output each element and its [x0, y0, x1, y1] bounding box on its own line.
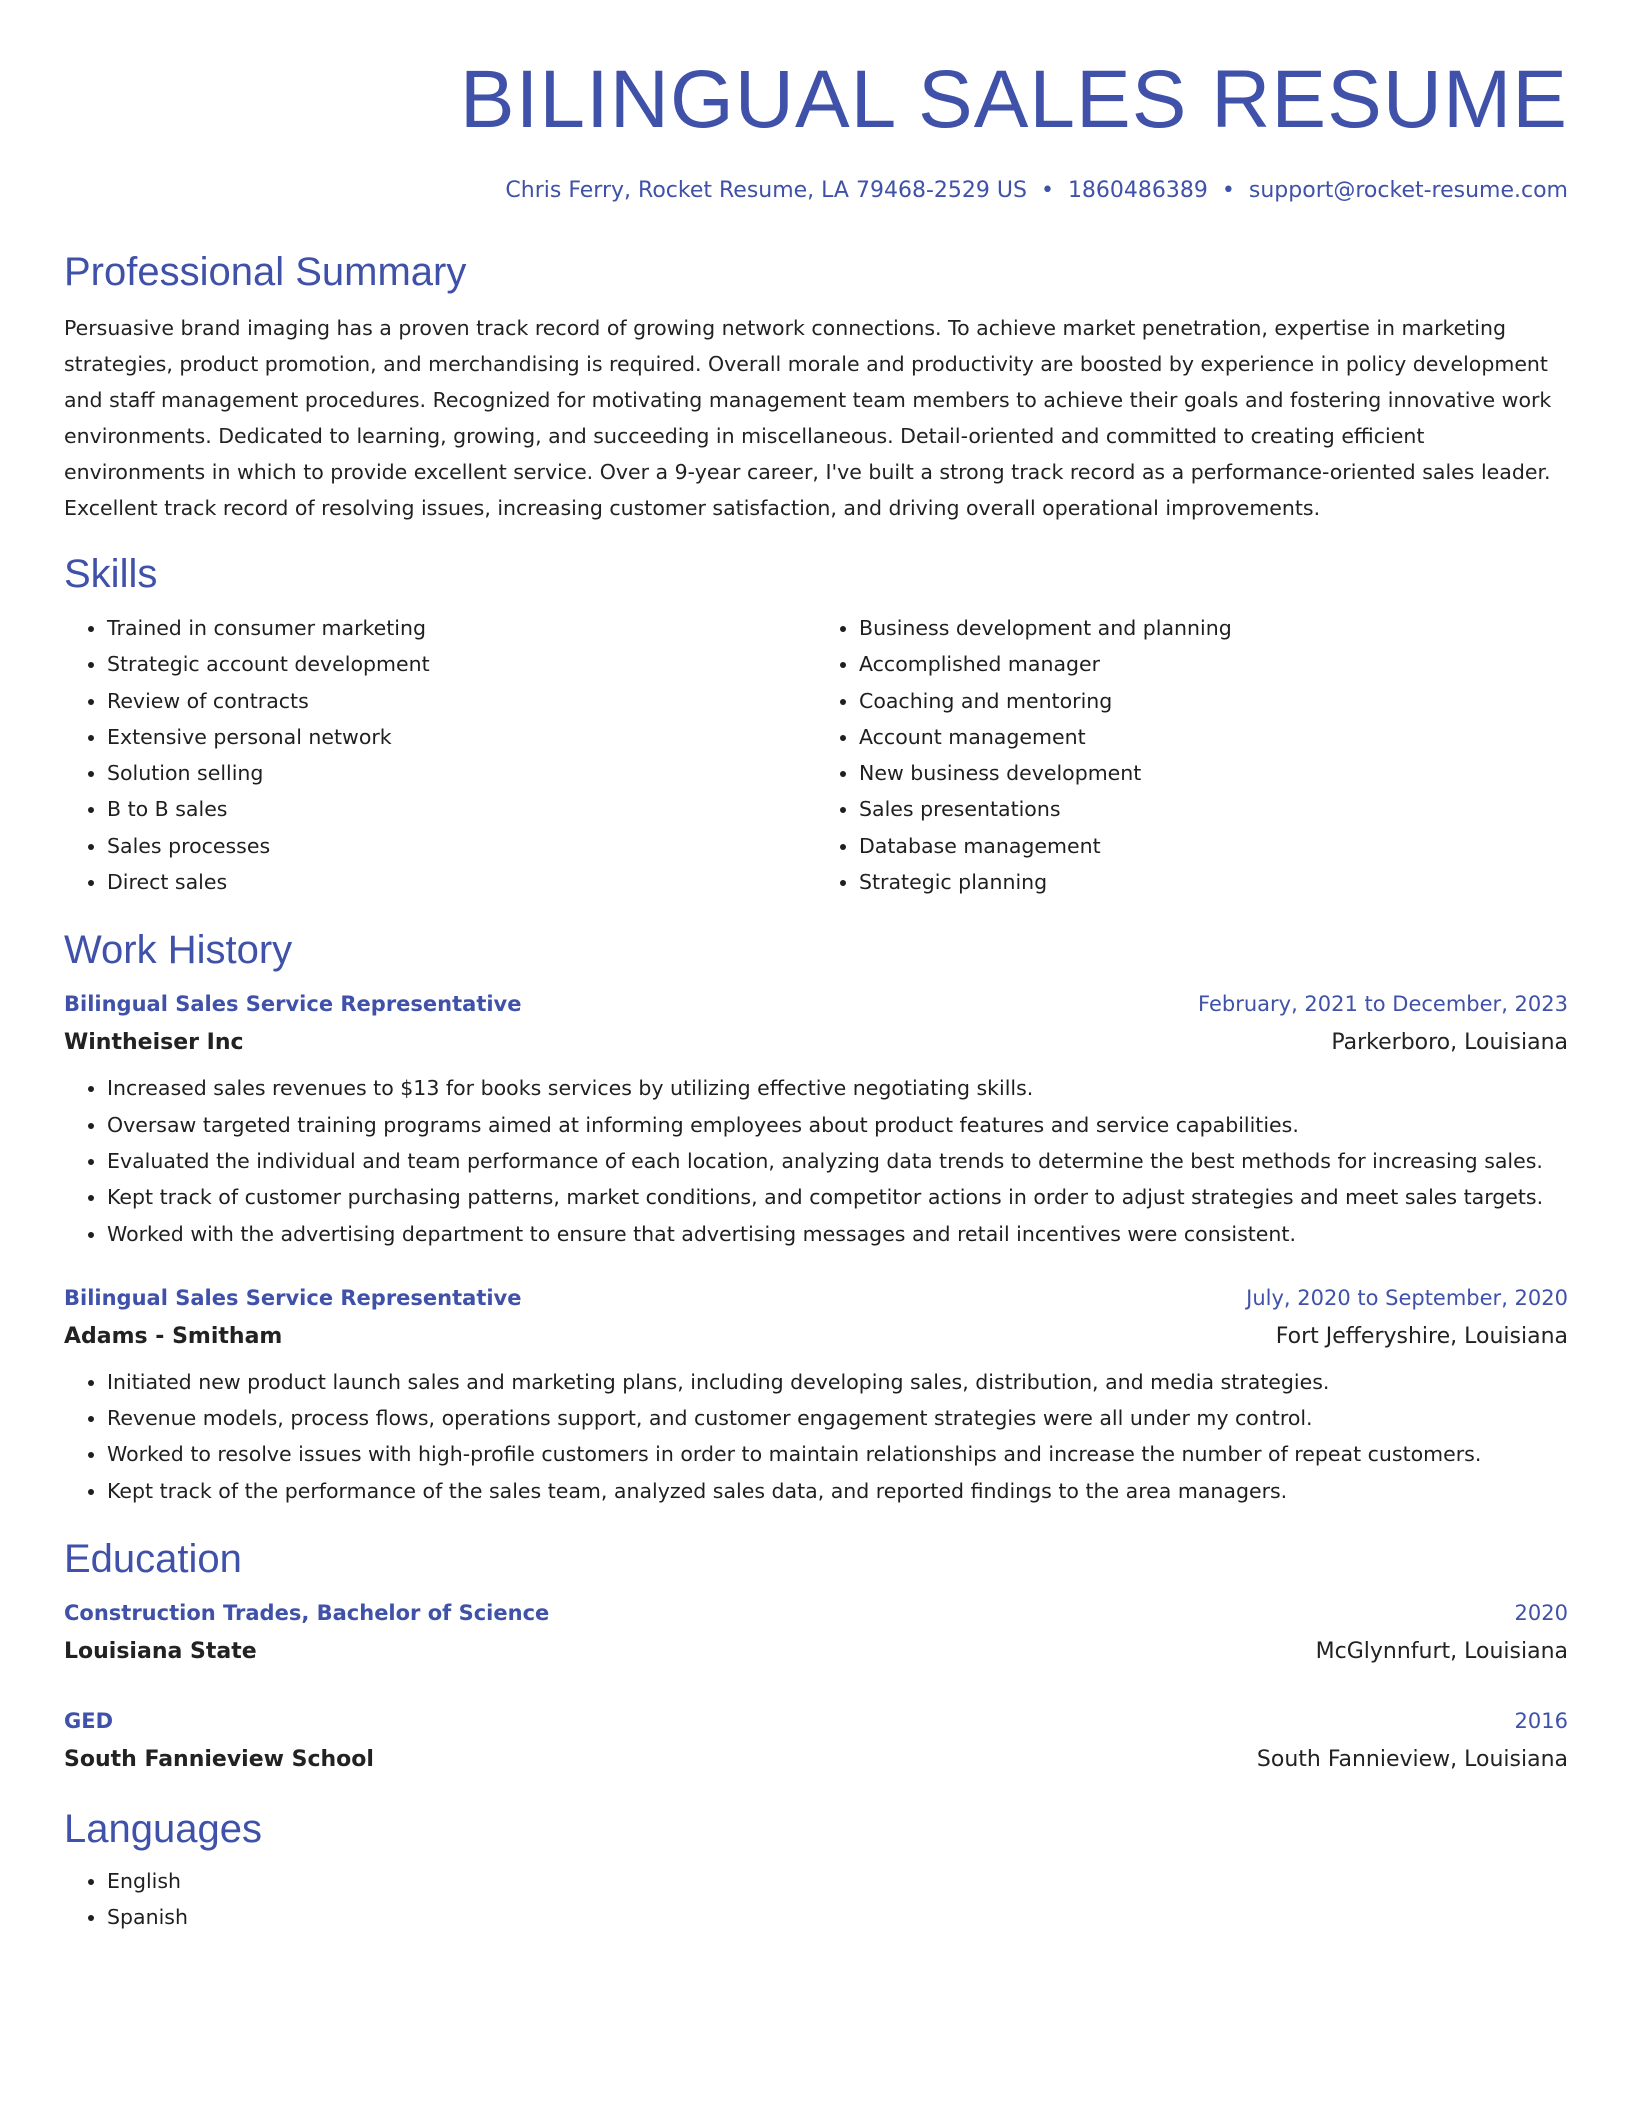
education-section: [64, 1535, 1568, 1779]
resume-header: [64, 50, 1568, 206]
work-history-section: [64, 926, 1568, 1509]
skill-item: • Solution selling: [107, 755, 816, 791]
skill-item: • Direct sales: [107, 864, 816, 900]
skill-item: • Accomplished manager: [859, 646, 1568, 682]
job-bullet: • Oversaw targeted training programs aimed at informing employees about product features and service capabilities.: [107, 1107, 1568, 1143]
skill-item: • Account management: [859, 719, 1568, 755]
education-heading: Education: [64, 1537, 242, 1582]
job-company: Adams - Smitham: [64, 1323, 283, 1349]
summary-text: Persuasive brand imaging has a proven track record of growing network connections. To achieve market penetration, expertise in marketing strategies, product promotion, and merchandising is required. Overall morale and productivity are boosted by experience in policy development and staff management procedures. Recognized for motivating management team members to achieve their goals and fostering innovative work environments. Dedicated to learning, growing, and succeeding in miscellaneous. Detail-oriented and committed to creating efficient environments in which to provide excellent service. Over a 9-year career, I've built a strong track record as a performance-oriented sales leader. Excellent track record of resolving issues, increasing customer satisfaction, and driving overall operational improvements.: [64, 316, 1552, 520]
job-bullet: • Increased sales revenues to $13 for books services by utilizing effective negotiating skills.: [107, 1070, 1568, 1106]
work-history-heading: Work History: [64, 928, 293, 973]
job-header: [64, 984, 1568, 1024]
job-bullet: • Kept track of the performance of the sales team, analyzed sales data, and reported findings to the area managers.: [107, 1473, 1568, 1509]
skills-heading: Skills: [64, 552, 158, 596]
skill-item: • Sales processes: [107, 828, 816, 864]
skill-item: • Database management: [859, 828, 1568, 864]
languages-section: [64, 1805, 1568, 1936]
skill-item: • Trained in consumer marketing: [107, 610, 816, 646]
skills-list-left: [64, 610, 816, 900]
job-bullets: [64, 1364, 1568, 1509]
skills-list-right: [816, 610, 1568, 900]
education-entry: [64, 1701, 1568, 1779]
language-item: • English: [107, 1863, 1568, 1899]
skill-item: • Sales presentations: [859, 791, 1568, 827]
job-bullet: • Initiated new product launch sales and marketing plans, including developing sales, distribution, and media strategies.: [107, 1364, 1568, 1400]
language-item: • Spanish: [107, 1899, 1568, 1935]
skill-item: • Strategic planning: [859, 864, 1568, 900]
job-role: Bilingual Sales Service Representative: [64, 992, 522, 1017]
job-entry: [64, 1278, 1568, 1509]
education-subheader: [64, 1741, 1568, 1779]
job-bullet: • Worked with the advertising department to ensure that advertising messages and retail incentives were consistent.: [107, 1216, 1568, 1252]
languages-list: [64, 1863, 1568, 1936]
summary-section: [64, 248, 1568, 526]
education-degree: Construction Trades, Bachelor of Science: [64, 1601, 550, 1626]
contact-separator: •: [1040, 178, 1054, 203]
job-subheader: [64, 1318, 1568, 1356]
job-entry: [64, 984, 1568, 1251]
education-degree: GED: [64, 1709, 114, 1734]
skill-item: • Business development and planning: [859, 610, 1568, 646]
education-year: 2020: [1514, 1601, 1568, 1626]
education-school: Louisiana State: [64, 1639, 257, 1665]
languages-heading: Languages: [64, 1807, 262, 1852]
education-location: South Fannieview, Louisiana: [1256, 1747, 1568, 1773]
skill-item: • Extensive personal network: [107, 719, 816, 755]
job-dates: July, 2020 to September, 2020: [1246, 1285, 1568, 1310]
education-school: South Fannieview School: [64, 1747, 374, 1773]
contact-phone: 1860486389: [1067, 178, 1208, 203]
education-header: [64, 1701, 1568, 1741]
resume-title: BILINGUAL SALES RESUME: [459, 54, 1568, 145]
summary-heading: Professional Summary: [64, 250, 467, 294]
job-location: Fort Jefferyshire, Louisiana: [1275, 1323, 1568, 1349]
education-entry: [64, 1593, 1568, 1671]
job-company: Wintheiser Inc: [64, 1030, 244, 1056]
skills-section: [64, 550, 1568, 900]
job-header: [64, 1278, 1568, 1318]
job-bullet: • Worked to resolve issues with high-profile customers in order to maintain relationships and increase the number of repeat customers.: [107, 1436, 1568, 1472]
education-year: 2016: [1514, 1709, 1568, 1734]
education-subheader: [64, 1633, 1568, 1671]
contact-email: support@rocket-resume.com: [1248, 178, 1568, 203]
job-location: Parkerboro, Louisiana: [1331, 1030, 1568, 1056]
skill-item: • B to B sales: [107, 791, 816, 827]
skill-item: • Review of contracts: [107, 683, 816, 719]
skill-item: • Coaching and mentoring: [859, 683, 1568, 719]
education-header: [64, 1593, 1568, 1633]
skills-columns: [64, 610, 1568, 900]
contact-line: [64, 176, 1568, 206]
education-location: McGlynnfurt, Louisiana: [1315, 1639, 1568, 1665]
skill-item: • New business development: [859, 755, 1568, 791]
job-bullet: • Kept track of customer purchasing patterns, market conditions, and competitor actions in order to adjust strategies and meet sales targets.: [107, 1179, 1568, 1215]
job-dates: February, 2021 to December, 2023: [1198, 992, 1568, 1017]
contact-separator: •: [1221, 178, 1235, 203]
job-bullet: • Evaluated the individual and team performance of each location, analyzing data trends to determine the best methods for increasing sales.: [107, 1143, 1568, 1179]
job-role: Bilingual Sales Service Representative: [64, 1285, 522, 1310]
job-bullet: • Revenue models, process flows, operations support, and customer engagement strategies were all under my control.: [107, 1400, 1568, 1436]
contact-address: Chris Ferry, Rocket Resume, LA 79468-2529 US: [505, 178, 1027, 203]
job-bullets: [64, 1070, 1568, 1251]
skill-item: • Strategic account development: [107, 646, 816, 682]
job-subheader: [64, 1024, 1568, 1062]
